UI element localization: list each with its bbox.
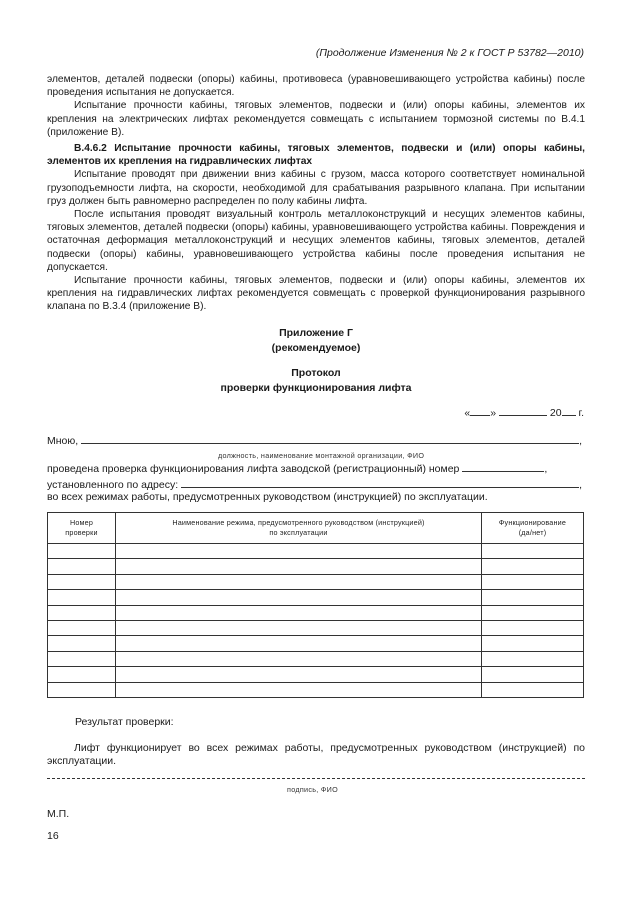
paragraph-3: Испытание проводят при движении вниз кабины с грузом, масса которого соответствует номинальной грузоподъемности лифта, на скорости, необходимой для срабатывания разрывного клапана. При испытании груз должен быть равномерно распределен по полу кабины лифта. [47, 169, 585, 207]
table-row [48, 651, 584, 666]
serial-row: проведена проверка функционирования лифта заводской (регистрационный) номер , [47, 463, 548, 475]
cell-mode-name[interactable] [116, 667, 482, 682]
protocol-title: Протокол [291, 367, 341, 379]
cell-mode-name[interactable] [116, 590, 482, 605]
table-row [48, 559, 584, 574]
appendix-subtitle: (рекомендуемое) [271, 341, 361, 354]
table-header-row [48, 513, 584, 544]
stamp-place: М.П. [47, 808, 70, 820]
table-row [48, 682, 584, 697]
cell-check-number[interactable] [48, 544, 116, 559]
table-row [48, 636, 584, 651]
modes-text: во всех режимах работы, предусмотренных руководством (инструкцией) по эксплуатации. [47, 491, 488, 503]
cell-mode-name[interactable] [116, 682, 482, 697]
result-label: Результат проверки: [75, 716, 174, 728]
protocol-heading [47, 366, 585, 395]
protocol-table [47, 512, 584, 698]
cell-functioning[interactable] [482, 667, 584, 682]
continuation-header: (Продолжение Изменения № 2 к ГОСТ Р 53782—2010) [315, 47, 584, 59]
paragraph-1: элементов, деталей подвески (опоры) кабины, противовеса (уравновешивающего устройства кабины) после проведения испытания не допускается. [47, 74, 585, 99]
cell-functioning[interactable] [482, 590, 584, 605]
signature-line[interactable] [47, 777, 585, 779]
cell-check-number[interactable] [48, 620, 116, 635]
cell-mode-name[interactable] [116, 574, 482, 589]
check-text: проведена проверка функционирования лифта заводской (регистрационный) номер [47, 463, 460, 475]
cell-functioning[interactable] [482, 636, 584, 651]
cell-check-number[interactable] [48, 682, 116, 697]
cell-check-number[interactable] [48, 590, 116, 605]
appendix-title: Приложение Г [279, 327, 353, 339]
col-check-number: Номер проверки [48, 513, 116, 544]
protocol-subtitle: проверки функционирования лифта [220, 381, 412, 394]
col-functioning: Функционирование (да/нет) [482, 513, 584, 544]
cell-functioning[interactable] [482, 620, 584, 635]
performer-row: Мною, , [47, 435, 583, 447]
body-text [47, 73, 585, 314]
cell-mode-name[interactable] [116, 636, 482, 651]
signature-caption: подпись, ФИО [287, 785, 338, 794]
cell-mode-name[interactable] [116, 651, 482, 666]
cell-functioning[interactable] [482, 559, 584, 574]
address-label: установленного по адресу: [47, 479, 179, 491]
serial-number-field[interactable] [462, 461, 544, 472]
section-heading: В.4.6.2 Испытание прочности кабины, тяговых элементов, подвески и (или) опоры кабины, элементов их крепления на гидравлических лифтах [47, 143, 585, 168]
table-row [48, 620, 584, 635]
performer-field[interactable] [81, 433, 579, 444]
conclusion-text: Лифт функционирует во всех режимах работы, предусмотренных руководством (инструкцией) по эксплуатации. [47, 742, 585, 768]
date-year-field[interactable] [562, 405, 576, 416]
page-number: 16 [47, 830, 59, 842]
cell-functioning[interactable] [482, 574, 584, 589]
appendix-heading [47, 326, 585, 355]
paragraph-5: Испытание прочности кабины, тяговых элементов, подвески и (или) опоры кабины, элементов их крепления на гидравлических лифтах рекомендуется совмещать с проверкой функционирования разрывного клапана по В.3.4 (приложение В). [47, 275, 585, 313]
col-mode-name: Наименование режима, предусмотренного руководством (инструкцией) по эксплуатации [116, 513, 482, 544]
cell-check-number[interactable] [48, 651, 116, 666]
cell-mode-name[interactable] [116, 605, 482, 620]
performer-caption: должность, наименование монтажной организации, ФИО [218, 451, 425, 460]
conclusion [47, 742, 585, 768]
table-row [48, 590, 584, 605]
cell-functioning[interactable] [482, 682, 584, 697]
cell-check-number[interactable] [48, 636, 116, 651]
date-month-field[interactable] [499, 405, 547, 416]
paragraph-4: После испытания проводят визуальный контроль металлоконструкций и несущих элементов кабины, тяговых элементов, деталей подвески (опоры) кабины, уравновешивающего устройства кабины. Повреждения и остаточная деформация металлоконструкций и несущих элементов кабины, тяговых элементов, деталей подвески (опоры) кабины, уравновешивающего устройства кабины после проведения испытания не допускается. [47, 209, 585, 273]
performer-label: Мною, [47, 435, 79, 447]
date-day-field[interactable] [470, 405, 490, 416]
cell-check-number[interactable] [48, 559, 116, 574]
table-row [48, 667, 584, 682]
paragraph-2: Испытание прочности кабины, тяговых элементов, подвески и (или) опоры кабины, элементов их крепления на электрических лифтах рекомендуется совмещать с испытанием тормозной системы по В.4.1 (приложение В). [47, 100, 585, 138]
cell-mode-name[interactable] [116, 559, 482, 574]
cell-mode-name[interactable] [116, 544, 482, 559]
cell-check-number[interactable] [48, 667, 116, 682]
address-field[interactable] [181, 477, 579, 488]
cell-mode-name[interactable] [116, 620, 482, 635]
cell-check-number[interactable] [48, 574, 116, 589]
cell-functioning[interactable] [482, 605, 584, 620]
date-field: « » 20 г. [464, 407, 584, 419]
address-row: установленного по адресу: , [47, 479, 582, 491]
cell-functioning[interactable] [482, 544, 584, 559]
table-row [48, 574, 584, 589]
cell-check-number[interactable] [48, 605, 116, 620]
table-row [48, 544, 584, 559]
cell-functioning[interactable] [482, 651, 584, 666]
table-row [48, 605, 584, 620]
